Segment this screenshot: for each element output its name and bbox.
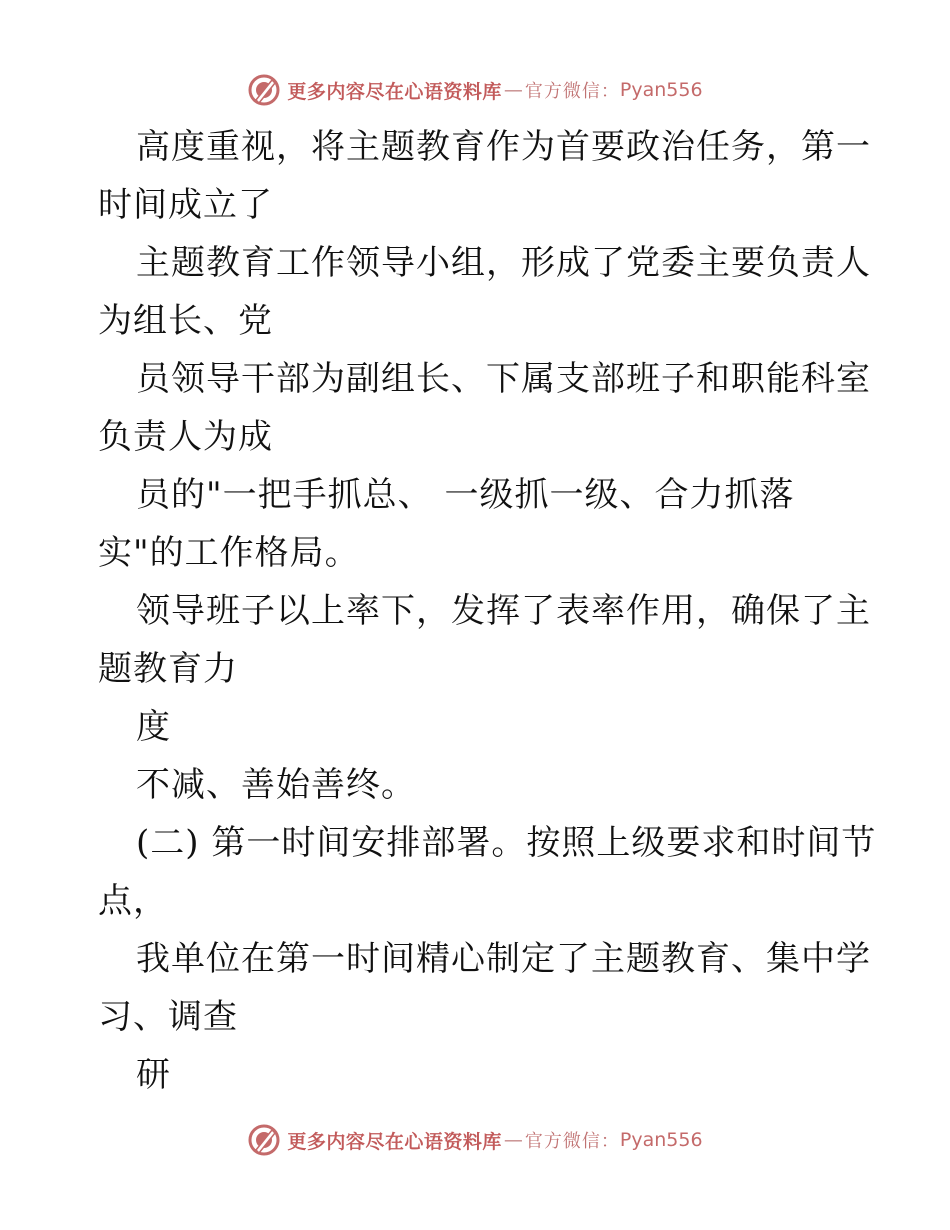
footer-banner-subtitle: 官方微信： bbox=[524, 1131, 620, 1152]
body-line: 点， bbox=[98, 881, 168, 921]
footer-banner-title: 更多内容尽在心语资料库 bbox=[287, 1130, 502, 1153]
pen-logo-icon bbox=[247, 73, 281, 107]
header-banner-title: 更多内容尽在心语资料库 bbox=[287, 80, 502, 103]
footer-banner-dash: — bbox=[503, 1129, 523, 1151]
body-line: 习、调查 bbox=[98, 997, 238, 1037]
body-line: 题教育力 bbox=[98, 649, 238, 689]
body-line: 研 bbox=[136, 1055, 171, 1095]
document-body bbox=[98, 118, 877, 1104]
body-line: 时间成立了 bbox=[98, 185, 273, 225]
body-line: 员领导干部为副组长、下属支部班子和职能科室 bbox=[136, 359, 871, 399]
body-line: 我单位在第一时间精心制定了主题教育、集中学 bbox=[136, 939, 871, 979]
body-line: 度 bbox=[136, 707, 171, 747]
body-line: 高度重视，将主题教育作为首要政治任务，第一 bbox=[136, 127, 871, 167]
body-line: 主题教育工作领导小组，形成了党委主要负责人 bbox=[136, 243, 871, 283]
body-line: 实"的工作格局。 bbox=[98, 533, 360, 573]
body-line: (二) 第一时间安排部署。按照上级要求和时间节 bbox=[136, 823, 877, 863]
body-line: 不减、善始善终。 bbox=[136, 765, 416, 805]
footer-banner-wechat-id: Pyan556 bbox=[619, 1129, 703, 1151]
body-line: 领导班子以上率下，发挥了表率作用，确保了主 bbox=[136, 591, 871, 631]
header-banner-wechat-id: Pyan556 bbox=[619, 79, 703, 101]
footer-banner bbox=[0, 1120, 950, 1160]
body-line: 负责人为成 bbox=[98, 417, 273, 457]
header-banner bbox=[0, 70, 950, 110]
body-line: 为组长、党 bbox=[98, 301, 273, 341]
body-line: 员的"一把手抓总、 一级抓一级、合力抓落 bbox=[136, 475, 795, 515]
header-banner-dash: — bbox=[503, 79, 523, 101]
pen-logo-icon bbox=[247, 1123, 281, 1157]
header-banner-subtitle: 官方微信： bbox=[524, 81, 620, 102]
